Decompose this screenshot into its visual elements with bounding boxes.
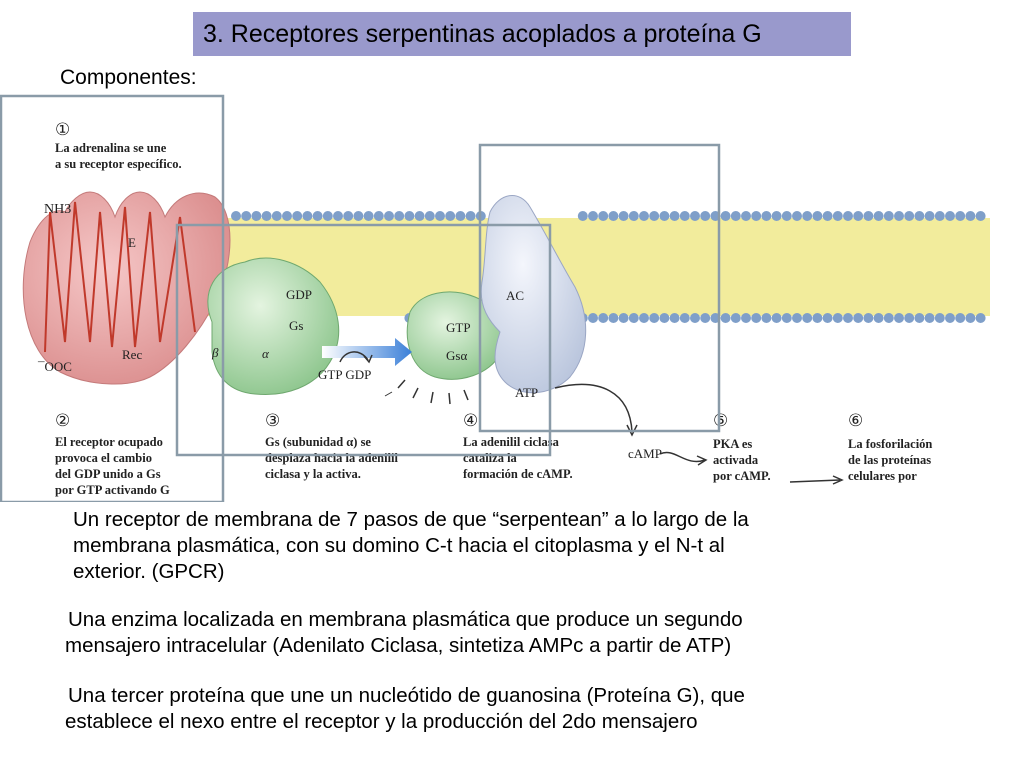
lipid-head	[466, 211, 476, 221]
lipid-head	[955, 211, 965, 221]
nh3-label: NH3	[44, 202, 72, 217]
lipid-head	[904, 211, 914, 221]
ooc-label: ¯OOC	[38, 359, 72, 374]
lipid-head	[598, 211, 608, 221]
atp-camp-arrow	[555, 385, 632, 432]
lipid-head	[415, 211, 425, 221]
lipid-head	[578, 211, 588, 221]
lipid-head	[914, 313, 924, 323]
lipid-head	[884, 211, 894, 221]
lipid-head	[353, 211, 363, 221]
lipid-head	[965, 211, 975, 221]
lipid-head	[751, 211, 761, 221]
lipid-head	[231, 211, 241, 221]
lipid-head	[700, 313, 710, 323]
lipid-head	[608, 313, 618, 323]
lipid-head	[751, 313, 761, 323]
step2-line3: del GDP unido a Gs	[55, 467, 161, 481]
e-label: E	[128, 235, 136, 250]
gsa-label: Gsα	[446, 348, 468, 363]
lipid-head	[374, 211, 384, 221]
lipid-head	[802, 313, 812, 323]
lipid-head	[843, 211, 853, 221]
description-g-protein	[65, 683, 965, 735]
step6-line3: celulares por	[848, 469, 917, 483]
lipid-head	[884, 313, 894, 323]
lipid-head	[241, 211, 251, 221]
step4-line3: formación de cAMP.	[463, 467, 573, 481]
slide-title: 3. Receptores serpentinas acoplados a proteína G	[193, 12, 851, 56]
lipid-head	[761, 211, 771, 221]
description-enzyme-line1: Una enzima localizada en membrana plasmática que produce un segundo	[68, 608, 743, 631]
lipid-head	[364, 211, 374, 221]
description-receptor-line3: exterior. (GPCR)	[73, 560, 225, 583]
lipid-head	[792, 313, 802, 323]
lipid-head	[823, 211, 833, 221]
lipid-head	[343, 211, 353, 221]
step1-number: ①	[55, 120, 71, 139]
lipid-head	[721, 313, 731, 323]
lipid-head	[313, 211, 323, 221]
lipid-head	[425, 211, 435, 221]
lipid-head	[741, 211, 751, 221]
step2-line4: por GTP activando G	[55, 483, 170, 497]
lipid-head	[741, 313, 751, 323]
lipid-head	[925, 211, 935, 221]
rec-label: Rec	[122, 347, 143, 362]
lipid-head	[680, 211, 690, 221]
lipid-head	[812, 313, 822, 323]
lipid-head	[874, 211, 884, 221]
lipid-head	[761, 313, 771, 323]
lipid-head	[282, 211, 292, 221]
step4-line2: cataliza la	[463, 451, 517, 465]
gtp-gdp-label: GTP GDP	[318, 367, 372, 382]
step2-number: ②	[55, 411, 71, 430]
lipid-head	[639, 313, 649, 323]
lipid-head	[853, 313, 863, 323]
lipid-head	[935, 313, 945, 323]
lipid-head	[292, 211, 302, 221]
lipid-head	[965, 313, 975, 323]
lipid-head	[272, 211, 282, 221]
step3-line1: Gs (subunidad α) se	[265, 435, 371, 449]
lipid-head	[384, 211, 394, 221]
lipid-head	[935, 211, 945, 221]
description-receptor-line2: membrana plasmática, con su domino C-t hacia el citoplasma y el N-t al	[73, 534, 725, 557]
lipid-head	[721, 211, 731, 221]
lipid-head	[823, 313, 833, 323]
lipid-head	[659, 313, 669, 323]
gpcr-pathway-figure	[0, 92, 1024, 502]
lipid-head	[659, 211, 669, 221]
lipid-head	[782, 211, 792, 221]
lipid-head	[333, 211, 343, 221]
lipid-head	[608, 211, 618, 221]
step3-line3: ciclasa y la activa.	[265, 467, 361, 481]
step5-number: ⑤	[713, 411, 729, 430]
lipid-head	[619, 313, 629, 323]
description-enzyme	[65, 607, 965, 659]
lipid-head	[976, 211, 986, 221]
lipid-head	[874, 313, 884, 323]
alpha-label: α	[262, 346, 269, 361]
step6-line1: La fosforilación	[848, 437, 933, 451]
components-heading: Componentes:	[60, 66, 197, 89]
lipid-head	[700, 211, 710, 221]
description-g-protein-line2: establece el nexo entre el receptor y la producción del 2do mensajero	[65, 710, 698, 733]
step5-line2: activada	[713, 453, 759, 467]
pka-phosphorylation-arrow	[790, 480, 840, 482]
lipid-head	[772, 313, 782, 323]
gtp-label: GTP	[446, 320, 471, 335]
step6-line2: de las proteínas	[848, 453, 932, 467]
lipid-head	[833, 313, 843, 323]
lipid-head	[670, 211, 680, 221]
lipid-head	[251, 211, 261, 221]
lipid-head	[904, 313, 914, 323]
lipid-head	[649, 211, 659, 221]
gs-label: Gs	[289, 318, 304, 333]
lipid-head	[435, 211, 445, 221]
lipid-head	[955, 313, 965, 323]
step1-line2: a su receptor específico.	[55, 157, 182, 171]
step4-number: ④	[463, 411, 479, 430]
lipid-head	[598, 313, 608, 323]
gdp-label: GDP	[286, 287, 313, 302]
lipid-head	[639, 211, 649, 221]
lipid-head	[690, 211, 700, 221]
lipid-head	[670, 313, 680, 323]
step2-line1: El receptor ocupado	[55, 435, 163, 449]
lipid-head	[853, 211, 863, 221]
description-g-protein-line1: Una tercer proteína que une un nucleótido de guanosina (Proteína G), que	[68, 684, 745, 707]
lipid-head	[863, 313, 873, 323]
lipid-head	[588, 313, 598, 323]
lipid-head	[588, 211, 598, 221]
lipid-head	[976, 313, 986, 323]
lipid-head	[629, 211, 639, 221]
step5-line1: PKA es	[713, 437, 753, 451]
step4-line1: La adenilil ciclasa	[463, 435, 559, 449]
ac-label: AC	[506, 288, 525, 303]
activation-rays	[398, 380, 468, 404]
step2-line2: provoca el cambio	[55, 451, 152, 465]
lipid-head	[302, 211, 312, 221]
lipid-head	[843, 313, 853, 323]
lipid-head	[894, 211, 904, 221]
lipid-head	[619, 211, 629, 221]
lipid-head	[690, 313, 700, 323]
lipid-head	[394, 211, 404, 221]
lipid-head	[863, 211, 873, 221]
lipid-head	[629, 313, 639, 323]
lipid-head	[404, 211, 414, 221]
lipid-head	[731, 211, 741, 221]
lipid-head	[445, 211, 455, 221]
description-receptor	[73, 507, 953, 585]
step6-number: ⑥	[848, 411, 864, 430]
step3-line2: desplaza hacia la adenilil	[265, 451, 399, 465]
atp-label: ATP	[515, 385, 539, 400]
lipid-head	[731, 313, 741, 323]
description-receptor-line1: Un receptor de membrana de 7 pasos de que “serpentean” a lo largo de la	[73, 508, 749, 531]
lipid-head	[894, 313, 904, 323]
lipid-head	[812, 211, 822, 221]
lipid-head	[455, 211, 465, 221]
lipid-head	[323, 211, 333, 221]
step3-number: ③	[265, 411, 281, 430]
lipid-head	[772, 211, 782, 221]
lipid-head	[782, 313, 792, 323]
lipid-head	[914, 211, 924, 221]
lipid-head	[802, 211, 812, 221]
lipid-head	[680, 313, 690, 323]
description-enzyme-line2: mensajero intracelular (Adenilato Ciclasa, sintetiza AMPc a partir de ATP)	[65, 634, 732, 657]
step5-line3: por cAMP.	[713, 469, 771, 483]
lipid-head	[945, 211, 955, 221]
lipid-head	[945, 313, 955, 323]
step1-line1: La adrenalina se une	[55, 141, 167, 155]
lipid-head	[833, 211, 843, 221]
lipid-head	[649, 313, 659, 323]
lipid-head	[262, 211, 272, 221]
lipid-head	[792, 211, 802, 221]
camp-label: cAMP	[628, 446, 662, 461]
lipid-head	[925, 313, 935, 323]
beta-label: β	[212, 345, 219, 360]
